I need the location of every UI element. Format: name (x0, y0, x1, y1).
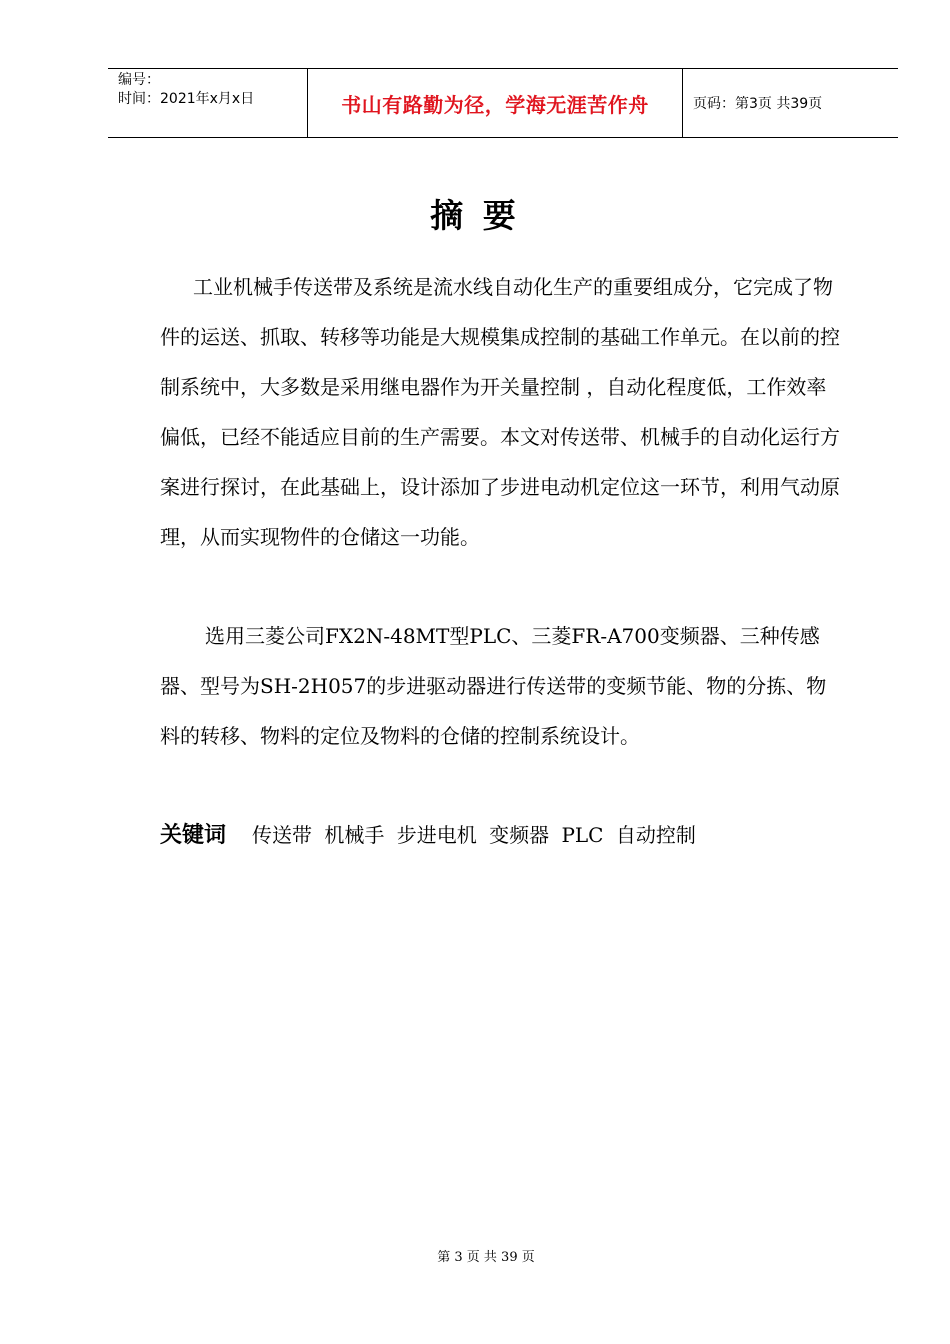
header-meta-cell (108, 69, 308, 137)
document-header (108, 68, 898, 138)
abstract-paragraph-2: 选用三菱公司FX2N-48MT型PLC、三菱FR-A700变频器、三种传感器、型号为SH-2H057的步进驱动器进行传送带的变频节能、物的分拣、物料的转移、物料的定位及物料的仓储的控制系统设计。 (160, 624, 827, 748)
header-motto: 书山有路勤为径，学海无涯苦作舟 (308, 69, 683, 137)
keywords-list: 传送带 机械手 步进电机 变频器 PLC 自动控制 (252, 823, 696, 847)
serial-number-label: 编号： (118, 72, 160, 88)
page-title: 摘 要 (430, 196, 520, 235)
header-page-info: 页码：第3页 共39页 (693, 96, 823, 112)
page-footer: 第 3 页 共 39 页 (437, 1250, 535, 1265)
date-line: 时间：2021年x月x日 (118, 91, 255, 107)
keywords-label: 关键词 (160, 823, 227, 848)
keywords-line (160, 813, 696, 858)
abstract-paragraph-1: 工业机械手传送带及系统是流水线自动化生产的重要组成分，它完成了物件的运送、抓取、转移等功能是大规模集成控制的基础工作单元。在以前的控制系统中，大多数是采用继电器作为开关量控制 ，自动化程度低，工作效率偏低，已经不能适应目前的生产需要。本文对传送带、机械手的自动化运行方案进行探讨，在此基础上，设计添加了步进电动机定位这一环节，利用气动原理，从而实现物件的仓储这一功能。 (160, 275, 840, 549)
